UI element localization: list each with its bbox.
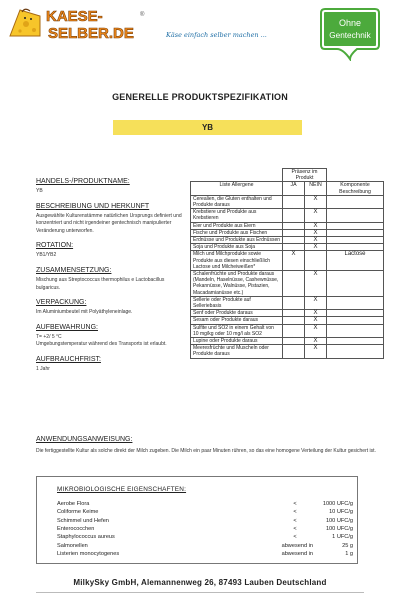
allergen-name-cell: Krebstiere und Produkte aus Krebstieren: [191, 209, 283, 222]
footer-divider: [36, 592, 364, 593]
allergen-name-cell: Erdnüsse und Produkte aus Erdnüssen: [191, 237, 283, 244]
microbe-value: 100 UFC/g: [325, 517, 353, 524]
allergen-row: [191, 271, 384, 297]
microbe-name: Coliforme Keime: [57, 509, 99, 516]
microbe-limit: <: [293, 534, 297, 541]
allergen-component-cell: [327, 229, 384, 236]
allergen-name-cell: Lupine oder Produkte daraus: [191, 338, 283, 345]
allergen-no-cell: X: [305, 271, 327, 297]
section-heading-shelf-life: AUFBRAUCHFRIST:: [36, 355, 101, 363]
allergen-component-cell: [327, 195, 384, 208]
allergen-row: [191, 324, 384, 337]
section-heading-description: BESCHREIBUNG UND HERKUNFT: [36, 202, 150, 210]
allergen-component-cell: [327, 244, 384, 251]
section-heading-storage: AUFBEWAHRUNG:: [36, 323, 98, 331]
allergen-no-cell: X: [305, 296, 327, 309]
allergen-component-cell: [327, 209, 384, 222]
ohne-gentechnik-badge: [317, 5, 383, 61]
allergen-row: [191, 222, 384, 229]
microbe-name: Listerien monocytogenes: [57, 550, 120, 557]
allergen-name-cell: Milch und Milchprodukte sowie Produkte aus diesen einschließlich Lactose und Milcheiweißen*: [191, 251, 283, 271]
logo-line-1: KAESE-: [46, 8, 103, 25]
microbiology-row: [57, 525, 353, 533]
allergen-row: [191, 296, 384, 309]
allergen-row: [191, 251, 384, 271]
section-text-product-name: YB: [36, 188, 43, 194]
allergen-row: [191, 338, 384, 345]
allergen-row: [191, 237, 384, 244]
allergen-header-empty-2: [327, 169, 384, 182]
microbe-limit: abwesend in: [281, 542, 313, 549]
section-text-rotation: YB1/YB2: [36, 252, 57, 259]
microbiology-row: [57, 500, 353, 508]
allergen-component-cell: [327, 237, 384, 244]
allergen-header-empty: [191, 169, 283, 182]
microbe-limit: <: [293, 517, 297, 524]
microbe-name: Staphylococcus aureus: [57, 534, 115, 541]
section-heading-composition: ZUSAMMENSETZUNG:: [36, 266, 112, 274]
allergen-name-cell: Meeresfrüchte und Muscheln oder Produkte daraus: [191, 345, 283, 358]
page-header: [0, 0, 400, 62]
section-text-packaging: Im Aluminiumbeutel mit Polyäthyleneinlage.: [36, 309, 133, 316]
cheese-mascot-icon: [10, 9, 40, 36]
allergen-no-cell: X: [305, 222, 327, 229]
allergen-no-cell: X: [305, 195, 327, 208]
allergen-header-presence: Präsenz im Produkt: [283, 169, 327, 182]
microbe-value: 1 g: [345, 550, 353, 557]
section-text-storage-transport: Umgebungstemperatur während des Transports ist erlaubt.: [36, 341, 167, 348]
allergen-header-row-1: [191, 169, 384, 182]
allergen-row: [191, 244, 384, 251]
allergen-yes-cell: [283, 317, 305, 324]
document-title: GENERELLE PRODUKTSPEZIFIKATION: [112, 92, 288, 102]
microbiology-title: MIKROBIOLOGISCHE EIGENSCHAFTEN:: [57, 486, 187, 493]
section-heading-rotation: ROTATION:: [36, 242, 74, 250]
allergen-component-cell: [327, 296, 384, 309]
allergen-no-cell: X: [305, 229, 327, 236]
logo-tagline: Käse einfach selber machen ...: [166, 31, 267, 39]
allergen-component-cell: [327, 271, 384, 297]
section-text-storage-temp: T= +2/ 5 °C: [36, 333, 62, 340]
allergen-name-cell: Sellerie oder Produkte auf Selleriebasis: [191, 296, 283, 309]
allergen-name-cell: Sulfite und SO2 in einem Gehalt von 10 mg/kg oder 10 mg/l als SO2: [191, 324, 283, 337]
microbe-value: 25 g: [342, 542, 353, 549]
microbe-limit: <: [293, 509, 297, 516]
allergen-row: [191, 345, 384, 358]
microbe-limit: <: [293, 501, 297, 507]
allergen-header-yes: JA: [283, 182, 305, 195]
allergen-no-cell: X: [305, 324, 327, 337]
allergen-no-cell: X: [305, 345, 327, 358]
microbe-name: Enterococchen: [57, 525, 95, 532]
allergen-component-cell: Lactose: [327, 251, 384, 271]
allergen-table: [190, 168, 384, 359]
allergen-yes-cell: [283, 222, 305, 229]
microbe-limit: <: [293, 525, 297, 532]
microbe-value: 1000 UFC/g: [322, 501, 353, 507]
allergen-yes-cell: [283, 310, 305, 317]
section-text-shelf-life: 1 Jahr: [36, 365, 50, 372]
allergen-no-cell: X: [305, 209, 327, 222]
allergen-name-cell: Eier und Produkte aus Eiern: [191, 222, 283, 229]
allergen-name-cell: Schalenfrüchte und Produkte daraus (Mandeln, Haselnüsse, Cashewnüsse, Pekannüsse, Walnüsse, Pistazien, Macadamianüsse etc.): [191, 271, 283, 297]
logo-line-2: SELBER.DE: [48, 25, 134, 42]
allergen-header-no: NEIN: [305, 182, 327, 195]
microbiology-row: [57, 517, 353, 525]
section-text-composition: Mischung aus Streptococcus thermophilus e Lactobacillus bulgaricus.: [36, 276, 165, 291]
allergen-yes-cell: [283, 229, 305, 236]
allergen-name-cell: Senf oder Produkte daraus: [191, 310, 283, 317]
allergen-no-cell: X: [305, 317, 327, 324]
microbe-name: Aerobe Flora: [57, 501, 90, 507]
allergen-no-cell: X: [305, 338, 327, 345]
microbiology-row: [57, 550, 353, 558]
allergen-component-cell: [327, 317, 384, 324]
microbe-limit: abwesend in: [281, 550, 313, 557]
badge-line-2: Gentechnik: [329, 31, 371, 40]
section-text-description: Ausgewählte Kulturenstämme natürlichen Ursprungs definiert und konzentriert und nicht irgendeiner gentechnisch manipulierter Veränderung unterworfen.: [36, 212, 182, 234]
allergen-name-cell: Soja und Produkte aus Soja: [191, 244, 283, 251]
kaese-selber-logo[interactable]: [6, 6, 186, 42]
microbiology-row: [57, 508, 353, 516]
microbe-value: 100 UFC/g: [325, 525, 353, 532]
badge-line-1: Ohne: [338, 18, 362, 28]
allergen-component-cell: [327, 310, 384, 317]
allergen-yes-cell: [283, 338, 305, 345]
allergen-table-body: [191, 195, 384, 358]
allergen-yes-cell: [283, 195, 305, 208]
allergen-component-cell: [327, 345, 384, 358]
allergen-component-cell: [327, 324, 384, 337]
allergen-row: [191, 195, 384, 208]
allergen-no-cell: X: [305, 310, 327, 317]
registered-mark: ®: [140, 12, 145, 18]
microbe-name: Schimmel und Hefen: [57, 517, 109, 524]
allergen-yes-cell: [283, 296, 305, 309]
microbiology-row: [57, 542, 353, 550]
allergen-row: [191, 310, 384, 317]
allergen-component-cell: [327, 338, 384, 345]
allergen-component-cell: [327, 222, 384, 229]
microbe-value: 1 UFC/g: [332, 534, 353, 541]
logo-graphic: [6, 6, 186, 42]
allergen-row: [191, 209, 384, 222]
microbe-value: 10 UFC/g: [329, 509, 353, 516]
allergen-yes-cell: [283, 345, 305, 358]
microbe-name: Salmonellen: [57, 542, 88, 549]
allergen-no-cell: [305, 251, 327, 271]
section-heading-packaging: VERPACKUNG:: [36, 299, 87, 307]
allergen-yes-cell: [283, 237, 305, 244]
spec-left-column: [36, 178, 182, 374]
allergen-yes-cell: [283, 244, 305, 251]
application-heading: ANWENDUNGSANWEISUNG:: [36, 436, 133, 443]
allergen-yes-cell: X: [283, 251, 305, 271]
allergen-header-row-2: [191, 182, 384, 195]
allergen-name-cell: Cerealien, die Gluten enthalten und Produkte daraus: [191, 195, 283, 208]
section-heading-product-name: HANDELS-/PRODUKTNAME:: [36, 178, 130, 185]
allergen-yes-cell: [283, 324, 305, 337]
microbiology-row: [57, 533, 353, 541]
allergen-no-cell: X: [305, 237, 327, 244]
microbiology-box: [36, 476, 358, 564]
allergen-row: [191, 229, 384, 236]
application-text: Die fertiggestellte Kultur als solche direkt der Milch zugeben. Die Milch ein paar Minuten rühren, so das eine homogene Verteilung der Kultur gesichert ist.: [36, 448, 376, 454]
allergen-no-cell: X: [305, 244, 327, 251]
allergen-yes-cell: [283, 209, 305, 222]
product-code-bar: YB: [113, 120, 302, 135]
allergen-name-cell: Sesam oder Produkte daraus: [191, 317, 283, 324]
footer-address: MilkySky GmbH, Alemannenweg 26, 87493 Lauben Deutschland: [73, 578, 327, 587]
allergen-row: [191, 317, 384, 324]
allergen-header-list: Liste Allergene: [191, 182, 283, 195]
allergen-yes-cell: [283, 271, 305, 297]
allergen-header-component: Komponente Beschreibung: [327, 182, 384, 195]
allergen-name-cell: Fische und Produkte aus Fischen: [191, 229, 283, 236]
